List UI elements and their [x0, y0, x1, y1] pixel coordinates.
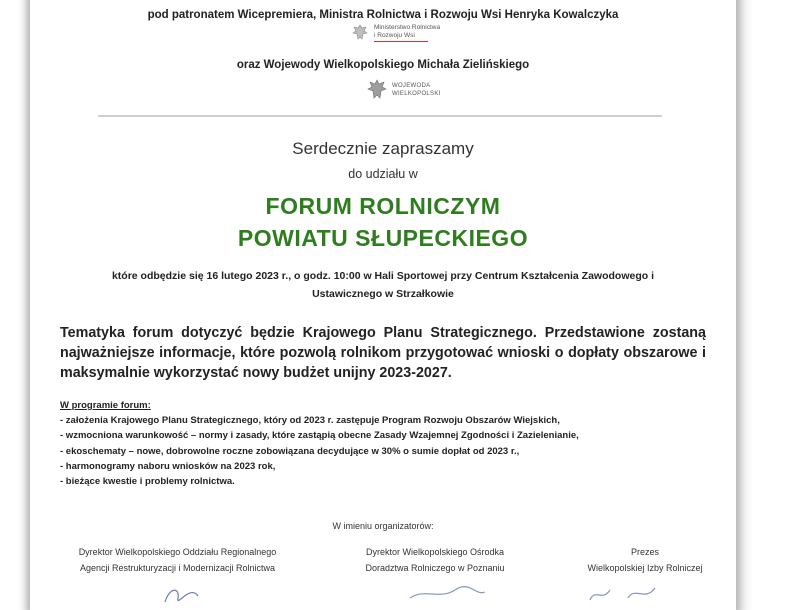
signatory-title: Doradztwa Rolniczego w Poznaniu: [365, 563, 505, 573]
signatory-wir: [565, 544, 725, 576]
invite-sub: do udziału w: [348, 167, 418, 181]
event-info-line2: Ustawicznego w Strzałkowie: [312, 288, 454, 300]
event-info: [70, 267, 696, 303]
signatory-wodr: [320, 544, 550, 576]
signature-scribbles: [30, 576, 736, 606]
invitation-sheet: [30, 0, 736, 610]
invite-greeting: Serdecznie zapraszamy: [292, 139, 474, 158]
signature-mark: [590, 590, 610, 600]
program-item: - wzmocniona warunkowość – normy i zasady, które zastąpią obecne Zasady Wzajemnej Zgodności i Zazielenianie,: [60, 430, 579, 442]
ministry-logo-line1: Ministerstwo Rolnictwa: [374, 24, 441, 31]
signatory-title: Dyrektor Wielkopolskiego Oddziału Regionalnego: [78, 547, 277, 557]
organizers-heading: W imieniu organizatorów:: [332, 521, 434, 531]
forum-title-line2: POWIATU SŁUPECKIEGO: [237, 225, 529, 251]
signatory-armir: [50, 544, 305, 576]
signature-mark: [410, 587, 485, 598]
eagle-emblem-icon: [366, 78, 388, 102]
program-list: [60, 413, 710, 489]
ministry-logo-line2: i Rozwoju Wsi: [374, 32, 415, 39]
signatory-title: Wielkopolskiej Izby Rolniczej: [587, 563, 703, 573]
header-divider: [98, 115, 662, 117]
voivode-logo-line1: WOJEWODA: [392, 83, 431, 89]
voivode-line: oraz Wojewody Wielkopolskiego Michała Zielińskiego: [236, 59, 530, 71]
signatory-title: Dyrektor Wielkopolskiego Ośrodka: [365, 547, 505, 557]
program-item: - bieżące kwestie i problemy rolnictwa.: [60, 476, 235, 488]
voivode-logo-line2: WIELKOPOLSKI: [392, 91, 441, 97]
program-item: - założenia Krajowego Planu Strategicznego, który od 2023 r. zastępuje Program Rozwoju Obszarów Wiejskich,: [60, 415, 560, 426]
program-heading: W programie forum:: [60, 400, 151, 411]
program-item: - harmonogramy naboru wniosków na 2023 rok,: [60, 460, 276, 472]
program-item: - ekoschematy – nowe, dobrowolne roczne zobowiązana decydujące w 30% o sumie dopłat od 2023 r.,: [60, 445, 520, 457]
signatory-title: Agencji Restrukturyzacji i Modernizacji Rolnictwa: [79, 563, 276, 573]
signature-mark: [165, 590, 198, 602]
voivode-logo: [366, 78, 441, 102]
signature-mark: [628, 588, 655, 598]
topic-paragraph: Tematyka forum dotyczyć będzie Krajowego Planu Strategicznego. Przedstawione zostaną najważniejsze informacje, które pozwolą rolnikom przygotować wnioski o dopłaty obszarowe i maksymalnie wykorzystać nowy budżet unijny 2023-2027.: [60, 325, 706, 381]
ministry-logo: [350, 23, 440, 43]
eagle-emblem-icon: [350, 23, 370, 43]
forum-title: [30, 190, 736, 254]
patronage-line: pod patronatem Wicepremiera, Ministra Rolnictwa i Rozwoju Wsi Henryka Kowalczyka: [147, 9, 619, 21]
event-info-line1: które odbędzie się 16 lutego 2023 r., o godz. 10:00 w Hali Sportowej przy Centrum Kształcenia Zawodowego i: [111, 270, 655, 282]
signatory-title: Prezes: [630, 547, 659, 557]
forum-title-line1: FORUM ROLNICZYM: [265, 193, 501, 219]
ministry-logo-underline: [374, 41, 428, 42]
